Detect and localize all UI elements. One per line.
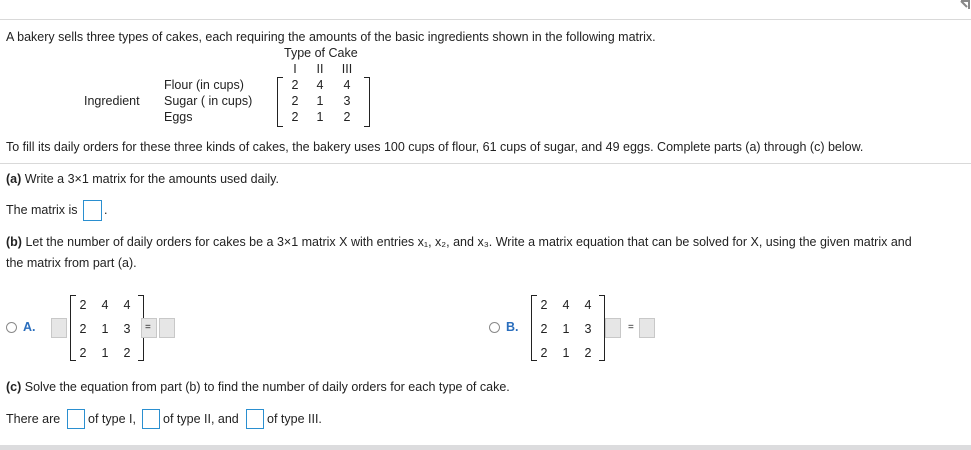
- option-a-cell: 4: [123, 298, 131, 312]
- option-b-cell: 4: [584, 298, 592, 312]
- option-b-left-input[interactable]: [605, 318, 621, 338]
- option-a-radio[interactable]: [6, 322, 17, 333]
- option-b-cell: 4: [562, 298, 570, 312]
- part-a-prompt-text: Write a 3×1 matrix for the amounts used daily.: [21, 172, 279, 186]
- part-a-period: .: [104, 203, 108, 217]
- matrix-cell: 2: [291, 94, 299, 108]
- matrix-cell: 2: [343, 110, 351, 124]
- matrix-cell: 1: [316, 94, 324, 108]
- part-c-prompt: (c) Solve the equation from part (b) to find the number of daily orders for each type of cake.: [6, 380, 510, 394]
- option-a-equals: =: [145, 322, 151, 333]
- section-divider: [0, 163, 971, 164]
- daily-orders-text: To fill its daily orders for these three kinds of cakes, the bakery uses 100 cups of flour, 61 cups of sugar, and 49 eggs. Complete parts (a) through (c) below.: [6, 140, 864, 154]
- option-b-result-input[interactable]: [639, 318, 655, 338]
- matrix-cell: 2: [291, 78, 299, 92]
- part-c-there-are: There are: [6, 412, 61, 426]
- col-label-1: I: [293, 62, 297, 76]
- option-a-result-input[interactable]: [159, 318, 175, 338]
- part-c-of-type-1: of type I,: [88, 412, 136, 426]
- option-a-cell: 2: [79, 322, 87, 336]
- option-a-cell: 1: [101, 346, 109, 360]
- type-2-orders-input[interactable]: [142, 409, 160, 429]
- option-a-cell: 2: [123, 346, 131, 360]
- expand-arrows-icon[interactable]: [949, 0, 971, 10]
- option-b-label[interactable]: B.: [506, 320, 519, 334]
- option-b-cell: 2: [584, 346, 592, 360]
- option-a-cell: 1: [101, 322, 109, 336]
- option-b-cell: 2: [540, 322, 548, 336]
- matrix-answer-input[interactable]: [83, 200, 102, 221]
- matrix-bracket-left: [277, 77, 283, 127]
- option-a-cell: 2: [79, 298, 87, 312]
- option-b-cell: 1: [562, 322, 570, 336]
- matrix-cell: 4: [343, 78, 351, 92]
- option-b-radio[interactable]: [489, 322, 500, 333]
- type-1-orders-input[interactable]: [67, 409, 85, 429]
- option-b-equals: =: [628, 322, 634, 333]
- type-3-orders-input[interactable]: [246, 409, 264, 429]
- option-b-cell: 1: [562, 346, 570, 360]
- option-a-label[interactable]: A.: [23, 320, 36, 334]
- row-label-flour: Flour (in cups): [164, 78, 244, 92]
- option-a-cell: 3: [123, 322, 131, 336]
- matrix-cell: 4: [316, 78, 324, 92]
- part-a-prompt: (a) Write a 3×1 matrix for the amounts used daily.: [6, 172, 279, 186]
- top-divider: [0, 19, 971, 20]
- intro-text: A bakery sells three types of cakes, each requiring the amounts of the basic ingredients shown in the following matrix.: [6, 30, 656, 44]
- row-group-label: Ingredient: [84, 94, 140, 108]
- col-label-3: III: [341, 62, 353, 76]
- matrix-bracket-right: [364, 77, 370, 127]
- option-a-left-input[interactable]: [51, 318, 67, 338]
- matrix-cell: 2: [291, 110, 299, 124]
- table-header: Type of Cake: [284, 46, 358, 60]
- row-label-sugar: Sugar ( in cups): [164, 94, 253, 108]
- matrix-cell: 1: [316, 110, 324, 124]
- part-a-answer-label: The matrix is: [6, 203, 78, 217]
- row-label-eggs: Eggs: [164, 110, 193, 124]
- option-b-cell: 2: [540, 346, 548, 360]
- option-a-cell: 4: [101, 298, 109, 312]
- part-b-prompt-line2: the matrix from part (a).: [6, 256, 137, 270]
- matrix-cell: 3: [343, 94, 351, 108]
- bottom-bar: [0, 445, 971, 450]
- option-b-cell: 3: [584, 322, 592, 336]
- part-c-of-type-2: of type II, and: [163, 412, 239, 426]
- option-b-cell: 2: [540, 298, 548, 312]
- col-label-2: II: [316, 62, 324, 76]
- option-a-cell: 2: [79, 346, 87, 360]
- part-c-of-type-3: of type III.: [267, 412, 322, 426]
- part-b-prompt-line1: (b) Let the number of daily orders for cakes be a 3×1 matrix X with entries x₁, x₂, and x₃. Write a matrix equation that can be solved for X, using the given matrix and: [6, 235, 912, 249]
